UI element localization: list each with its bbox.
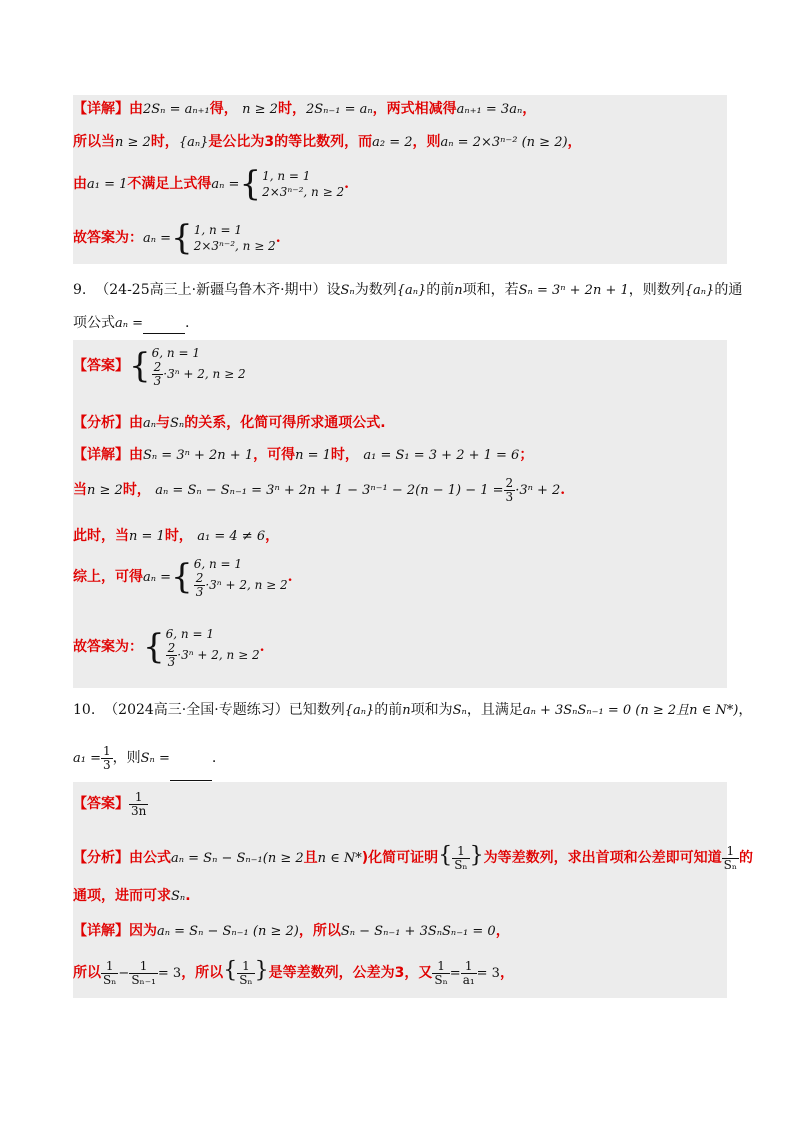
- text: 的通: [714, 282, 743, 298]
- piecewise: [194, 556, 288, 599]
- question-number: 10.: [73, 702, 96, 718]
- text: 时，: [122, 482, 151, 498]
- text: 为数列: [354, 282, 397, 298]
- formula: aₙ =: [115, 316, 144, 331]
- text: ，: [738, 702, 753, 718]
- operator: −: [118, 966, 130, 981]
- case-1: 6, n = 1: [193, 556, 242, 571]
- formula: n: [454, 283, 463, 298]
- text: 由: [129, 447, 143, 463]
- brace: {: [129, 346, 151, 386]
- text: 故答案为：: [73, 230, 143, 246]
- brace-open: {: [438, 843, 453, 868]
- numerator: 1: [101, 960, 118, 974]
- text: ·3ⁿ + 2, n ≥ 2: [163, 366, 246, 381]
- piecewise: [166, 626, 260, 669]
- text: ，: [265, 528, 280, 544]
- brace: {: [171, 218, 193, 258]
- answer-blank: [143, 319, 185, 334]
- fraction: [152, 361, 164, 388]
- case-1: 6, n = 1: [165, 626, 214, 641]
- text: .: [344, 176, 349, 192]
- detail-line-1: [73, 445, 533, 466]
- text: 是公比为3的等比数列，而: [208, 134, 373, 150]
- text: 因为: [129, 923, 157, 939]
- text: ，: [499, 965, 514, 981]
- denominator: Sₙ: [454, 857, 468, 872]
- question-9-line-2: [73, 313, 190, 334]
- detail-line-1: [73, 921, 510, 942]
- formula: n = 1: [295, 448, 331, 463]
- detail-tag: 【详解】: [73, 923, 129, 939]
- analysis-tag: 【分析】: [73, 415, 129, 431]
- text: ·3ⁿ + 2, n ≥ 2: [205, 577, 288, 592]
- piecewise: [194, 222, 276, 254]
- denominator: Sₙ: [239, 972, 253, 987]
- formula: {aₙ}: [396, 283, 427, 298]
- text: 且: [303, 850, 318, 866]
- text: 通项，进而可求: [73, 888, 171, 904]
- solution-block-8: [73, 95, 727, 264]
- formula: aₙ + 3SₙSₙ₋₁ = 0 (n ≥ 2且n ∈ N*): [522, 703, 739, 718]
- detail-line-2: [73, 468, 565, 513]
- denominator: 3n: [131, 803, 147, 818]
- solution-block-9: [73, 340, 727, 688]
- formula: {aₙ}: [684, 283, 715, 298]
- detail-line-3: [73, 162, 349, 207]
- denominator: Sₙ: [723, 857, 738, 872]
- formula: n ≥ 2: [115, 135, 151, 150]
- formula: n ∈ N*: [317, 851, 362, 866]
- formula: Sₙ = 3ⁿ + 2n + 1: [143, 448, 254, 463]
- formula: Sₙ = 3ⁿ + 2n + 1: [518, 283, 629, 298]
- formula: a₁ = S₁ = 3 + 2 + 1 = 6: [363, 448, 520, 463]
- denominator: 3: [167, 654, 176, 669]
- brace-close: }: [254, 958, 269, 983]
- answer-tag: 【答案】: [73, 358, 129, 374]
- formula: aₙ =: [211, 177, 240, 192]
- text: .: [185, 888, 191, 904]
- numerator: 1: [129, 791, 148, 805]
- fraction: [101, 745, 113, 772]
- formula: 2Sₙ₋₁ = aₙ: [305, 102, 373, 117]
- denominator: a₁: [462, 972, 475, 987]
- text: ，则: [412, 134, 441, 150]
- answer-line: [73, 782, 148, 826]
- case-2: 2×3ⁿ⁻², n ≥ 2: [262, 185, 345, 199]
- formula: ·3ⁿ + 2: [515, 483, 561, 498]
- case-2: 2×3ⁿ⁻², n ≥ 2: [193, 239, 276, 253]
- numerator: 2: [153, 359, 162, 374]
- answer-blank: [170, 766, 212, 781]
- detail-line-2: [73, 132, 582, 153]
- text: ，: [522, 101, 537, 117]
- numerator: 2: [167, 640, 176, 655]
- solution-block-10: [73, 782, 754, 998]
- text: 时，: [277, 101, 306, 117]
- formula: aₙ = 2×3ⁿ⁻² (n ≥ 2): [440, 135, 568, 150]
- text: ，则: [112, 750, 141, 766]
- brace: {: [239, 164, 262, 204]
- formula: {aₙ}: [344, 703, 375, 718]
- text: ，两式相减得: [372, 101, 457, 117]
- formula: Sₙ − Sₙ₋₁ + 3SₙSₙ₋₁ = 0: [340, 924, 496, 939]
- text: 的前: [426, 282, 455, 298]
- text: 项和为: [410, 702, 453, 718]
- formula: n = 1: [129, 529, 165, 544]
- denominator: 3: [103, 757, 111, 772]
- text: 项和，若: [462, 282, 519, 298]
- formula: a₂ = 2: [372, 135, 413, 150]
- fraction: [504, 477, 516, 504]
- numerator: 1: [722, 845, 739, 859]
- text: 的关系，化简可得所求通项公式.: [184, 415, 386, 431]
- text: 时，: [330, 447, 359, 463]
- text: 所以当: [73, 134, 115, 150]
- fraction: [461, 960, 477, 987]
- text: .: [275, 230, 281, 246]
- formula: a₁ = 4 ≠ 6: [197, 529, 266, 544]
- text: 所以: [73, 965, 101, 981]
- text: ，则数列: [628, 282, 685, 298]
- text: .: [560, 482, 566, 498]
- formula: aₙ = Sₙ − Sₙ₋₁ (n ≥ 2): [157, 924, 299, 939]
- formula: aₙ = Sₙ − Sₙ₋₁(n ≥ 2: [171, 851, 304, 866]
- formula: aₙ =: [143, 570, 172, 585]
- formula: aₙ = Sₙ − Sₙ₋₁ = 3ⁿ + 2n + 1 − 3ⁿ⁻¹ − 2(n − 1) − 1 =: [155, 483, 504, 498]
- text: 由: [129, 415, 143, 431]
- detail-line-2: [73, 949, 514, 996]
- formula: n: [402, 703, 411, 718]
- detail-line-1: [73, 99, 536, 120]
- formula: = 3: [476, 966, 500, 981]
- detail-line-5: [73, 625, 264, 669]
- question-10-line-2: [73, 736, 216, 781]
- piecewise: [262, 168, 344, 200]
- fraction: [194, 572, 206, 599]
- text: 不满足上式得: [127, 176, 212, 192]
- fraction: [237, 960, 254, 987]
- text: ，: [495, 923, 510, 939]
- text: 由: [129, 101, 143, 117]
- text: 项公式: [73, 315, 115, 331]
- formula: aₙ₊₁ = 3aₙ: [456, 102, 523, 117]
- text: ·3ⁿ + 2, n ≥ 2: [177, 647, 260, 662]
- analysis-line-1: [73, 834, 753, 881]
- text: 当: [73, 482, 87, 498]
- brace: {: [171, 557, 193, 597]
- fraction: [452, 845, 469, 872]
- text: .: [259, 639, 265, 655]
- numerator: 1: [103, 743, 111, 758]
- text: ，所以: [298, 923, 341, 939]
- text: 时，: [164, 528, 193, 544]
- detail-line-4: [73, 216, 281, 261]
- brace: {: [143, 627, 165, 667]
- formula: aₙ: [143, 416, 157, 431]
- brace-close: }: [469, 843, 484, 868]
- question-10-line-1: [73, 700, 752, 721]
- numerator: 2: [505, 475, 514, 490]
- text: )化简可证明: [361, 850, 439, 866]
- operator: =: [449, 966, 461, 981]
- fraction: [101, 960, 118, 987]
- formula: Sₙ =: [140, 751, 170, 766]
- formula: a₁ =: [73, 751, 101, 766]
- formula: n ≥ 2: [87, 483, 123, 498]
- numerator: 1: [129, 960, 158, 974]
- brace-open: {: [223, 958, 238, 983]
- denominator: Sₙ: [103, 972, 117, 987]
- text: 得，: [209, 101, 238, 117]
- text: （2024高三·全国·专题练习）已知数列: [104, 702, 345, 718]
- text: （24-25高三上·新疆乌鲁木齐·期中）设: [95, 282, 341, 298]
- text: 此时，当: [73, 528, 129, 544]
- answer-line: [73, 344, 246, 388]
- text: .: [211, 750, 217, 766]
- text: 与: [156, 415, 171, 431]
- denominator: 3: [505, 489, 514, 504]
- formula: {aₙ}: [178, 135, 209, 150]
- fraction: [166, 642, 178, 669]
- text: ，可得: [253, 447, 296, 463]
- numerator: 1: [432, 960, 449, 974]
- text: 时，: [150, 134, 179, 150]
- question-9-line-1: [73, 280, 742, 301]
- formula: a₁ = 1: [87, 177, 128, 192]
- text: ；: [519, 447, 534, 463]
- denominator: Sₙ: [434, 972, 448, 987]
- formula: = 3: [157, 966, 182, 981]
- denominator: 3: [195, 584, 204, 599]
- fraction: [129, 960, 158, 987]
- text: .: [287, 569, 293, 585]
- text: .: [185, 315, 190, 331]
- text: 是等差数列，公差为3，又: [268, 965, 433, 981]
- detail-line-3: [73, 526, 279, 547]
- formula: Sₙ: [171, 889, 186, 904]
- case-1: 1, n = 1: [193, 223, 242, 237]
- answer-tag: 【答案】: [73, 796, 129, 812]
- formula: Sₙ: [452, 703, 467, 718]
- text: 由: [73, 176, 87, 192]
- numerator: 2: [195, 570, 204, 585]
- text: 由公式: [129, 850, 171, 866]
- formula: n ≥ 2: [242, 102, 278, 117]
- formula: Sₙ: [340, 283, 355, 298]
- text: 的: [739, 850, 754, 866]
- numerator: 1: [452, 845, 469, 859]
- denominator: 3: [153, 373, 162, 388]
- text: 故答案为：: [73, 639, 143, 655]
- detail-line-4: [73, 555, 293, 600]
- text: 综上，可得: [73, 569, 143, 585]
- formula: Sₙ: [170, 416, 185, 431]
- analysis-tag: 【分析】: [73, 850, 129, 866]
- fraction: [129, 791, 148, 818]
- text: ，: [567, 134, 582, 150]
- denominator: Sₙ₋₁: [131, 972, 156, 987]
- text: 的前: [374, 702, 403, 718]
- numerator: 1: [461, 960, 477, 974]
- formula: aₙ =: [143, 231, 172, 246]
- case-1: 1, n = 1: [262, 169, 311, 183]
- formula: 2Sₙ = aₙ₊₁: [143, 102, 210, 117]
- fraction: [722, 845, 739, 872]
- question-number: 9.: [73, 282, 87, 298]
- text: ，且满足: [466, 702, 523, 718]
- detail-tag: 【详解】: [73, 447, 129, 463]
- analysis-line-2: [73, 886, 191, 907]
- numerator: 1: [237, 960, 254, 974]
- detail-tag: 【详解】: [73, 101, 129, 117]
- text: 为等差数列，求出首项和公差即可知道: [483, 850, 722, 866]
- fraction: [432, 960, 449, 987]
- piecewise: [152, 345, 246, 388]
- analysis-line: [73, 413, 386, 434]
- case-1: 6, n = 1: [151, 345, 200, 360]
- text: ，所以: [181, 965, 224, 981]
